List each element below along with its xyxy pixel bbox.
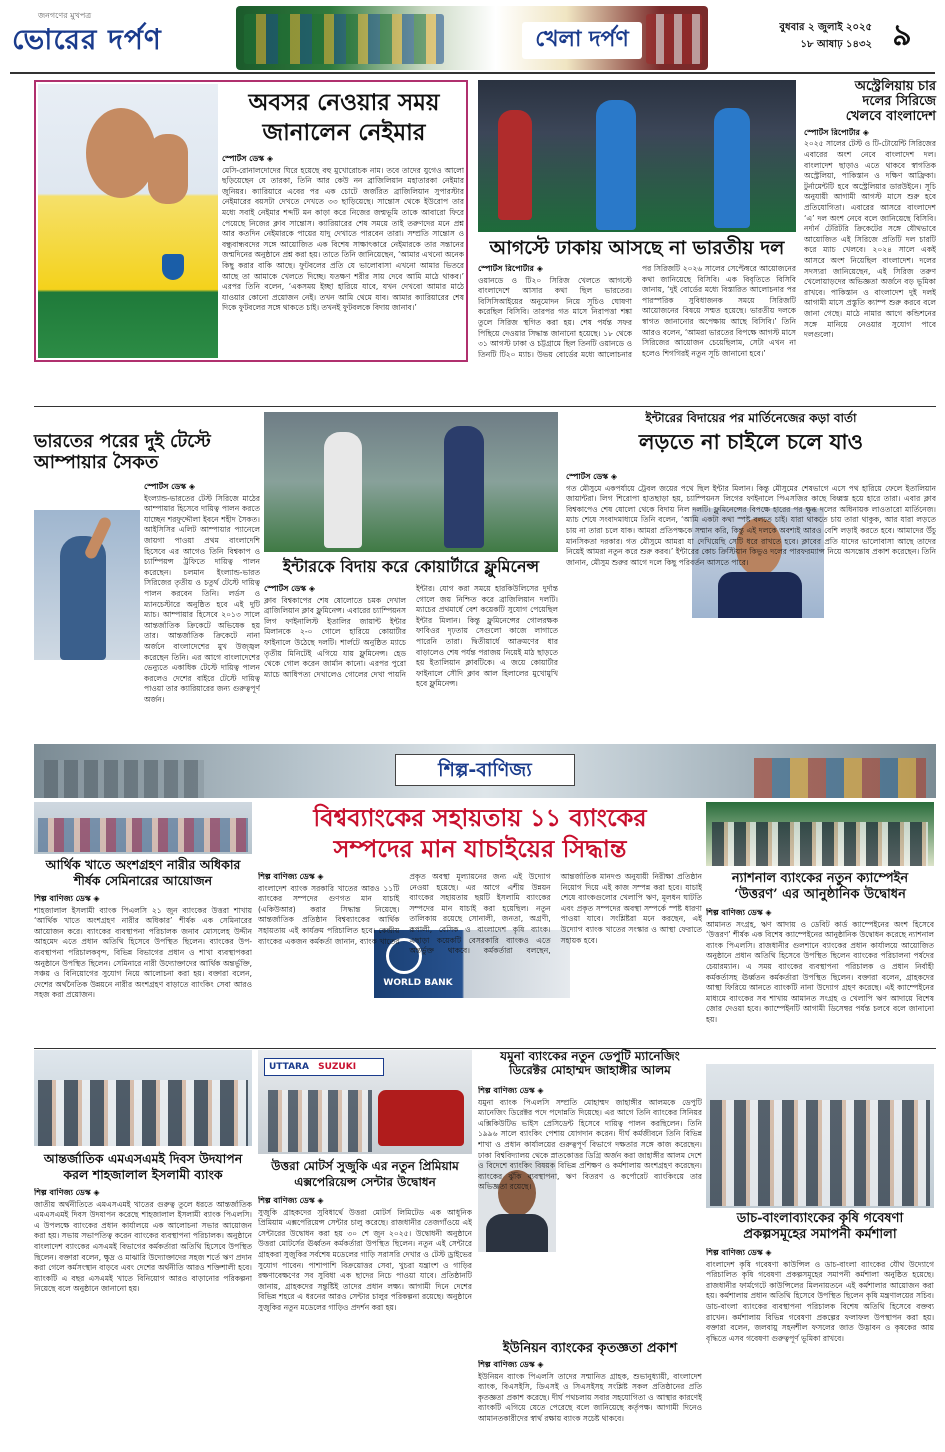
banner-players-left bbox=[244, 14, 444, 64]
dutch-headline-2[interactable]: প্রকল্পসমূহের সমাপনী কর্মশালা bbox=[743, 1227, 897, 1242]
australia-headline-3[interactable]: খেলবে বাংলাদেশ bbox=[845, 108, 936, 124]
umpire-photo bbox=[34, 510, 140, 660]
dutch-headline-1[interactable]: ডাচ-বাংলাব্যাংকের কৃষি গবেষণা bbox=[736, 1211, 904, 1226]
date-line: বুধবার ২ জুলাই ২০২৫ bbox=[779, 22, 872, 33]
paper-tagline: জনগণের মুখপত্র bbox=[38, 11, 92, 20]
page-number: ৯ bbox=[892, 18, 912, 53]
suzuki-sign bbox=[264, 1058, 384, 1076]
women-byline: শিল্প বাণিজ্য ডেস্ক ◈ bbox=[34, 894, 100, 903]
women-body-text: শাহজালাল ইসলামী ব্যাংক পিএলসি ২১ জুন ব্যাংকের উত্তরা শাখায় ‘আর্থিক খাতে অংশগ্রহণ নারীর অধিকার’ শীর্ষক এক সেমিনারের আয়োজন করে। ব্যাংকের ব্যবস্থাপনা পরিচালক জনাব মোসলেহ উদ্দীন আহমেদ এতে প্রধান অতিথি হিসেবে উপস্থিত ছিলেন। ব্যাংকের উপ-ব্যবস্থাপনা পরিচালকবৃন্দ, বিভিন্ন বিভাগের প্রধান ও শাখা ব্যবস্থাপকরা অনুষ্ঠানে উপস্থিত ছিলেন। সেমিনারে নারী উদ্যোক্তাদের আর্থিক অন্তর্ভুক্তি, সঞ্চয় ও বিনিয়োগের সুযোগ নিয়ে আলোচনা করা হয়। বক্তারা বলেন, দেশের অর্থনৈতিক উন্নয়নে নারীর অংশগ্রহণ বাড়াতে ব্যাংকিং সেবা আরও সহজ করা প্রয়োজন। bbox=[34, 905, 252, 1000]
martinez-story bbox=[566, 412, 936, 742]
banner-players-right bbox=[646, 14, 702, 64]
worldbank-body bbox=[258, 872, 702, 1042]
union-story bbox=[478, 1342, 702, 1446]
umpire-body bbox=[144, 482, 260, 720]
union-byline: শিল্প বাণিজ্য ডেস্ক ◈ bbox=[478, 1359, 544, 1369]
national-headline-1[interactable]: ন্যাশনাল ব্যাংকের নতুন ক্যাম্পেইন bbox=[731, 871, 909, 886]
suzuki-headline-2[interactable]: এক্সপেরিয়েন্স সেন্টার উদ্বোধন bbox=[294, 1175, 436, 1189]
player-right bbox=[714, 108, 750, 228]
martinez-byline: স্পোর্টস ডেস্ক ◈ bbox=[566, 472, 618, 481]
worldbank-body-text: বাংলাদেশ ব্যাংক সরকারি খাতের আরও ১১টি ব্যাংকের সম্পদের গুণগত মান যাচাই (একিউআর) করার সিদ্ধান্ত নিয়েছে। আন্তর্জাতিক প্রতিষ্ঠান বিশ্বব্যাংকের আর্থিক সহায়তায় এই কার্যক্রম পরিচালিত হবে। কেন্দ্রীয় ব্যাংকের একজন কর্মকর্তা জানান, ব্যাংক খাতের প্রকৃত অবস্থা মূল্যায়নের জন্য এই উদ্যোগ নেওয়া হয়েছে। এর আগে এশীয় উন্নয়ন ব্যাংকের সহায়তায় ছয়টি ইসলামি ব্যাংকের সম্পদের মান যাচাই করা হয়েছিল। নতুন তালিকায় রয়েছে সোনালী, জনতা, অগ্রণী, রূপালী, বেসিক ও বাংলাদেশ কৃষি ব্যাংক। এছাড়া কয়েকটি বেসরকারি ব্যাংকও এতে অন্তর্ভুক্ত থাকবে। কর্মকর্তারা বলছেন, আন্তর্জাতিক মানদণ্ড অনুযায়ী নিরীক্ষা প্রতিষ্ঠান নিয়োগ দিয়ে এই কাজ সম্পন্ন করা হবে। যাচাই শেষে ব্যাংকগুলোর খেলাপি ঋণ, মূলধন ঘাটতি এবং প্রকৃত সম্পদের অবস্থা সম্পর্কে স্পষ্ট ধারণা পাওয়া যাবে। সংশ্লিষ্টরা মনে করছেন, এই উদ্যোগ ব্যাংক খাতের সংস্কার ও আস্থা ফেরাতে সহায়ক হবে। bbox=[258, 872, 702, 956]
india-byline: স্পোর্টস রিপোর্টার ◈ bbox=[478, 264, 543, 273]
national-headline-2[interactable]: ‘উত্তরণ’ এর আনুষ্ঠানিক উদ্বোধন bbox=[734, 887, 906, 902]
masthead-banner bbox=[236, 6, 708, 70]
masthead bbox=[0, 0, 945, 75]
msme-headline-2[interactable]: করল শাহজালাল ইসলামী ব্যাংক bbox=[63, 1167, 223, 1182]
suzuki-byline: শিল্প বাণিজ্য ডেস্ক ◈ bbox=[258, 1196, 324, 1205]
martinez-body bbox=[566, 472, 936, 738]
national-body-text: আমানত সংগ্রহ, ঋণ আদায় ও ডেবিট কার্ড ক্যাম্পেইনের অংশ হিসেবে ‘উত্তরণ’ শীর্ষক এক বিশেষ ক্যাম্পেইনের আনুষ্ঠানিক উদ্বোধন করেছে ন্যাশনাল ব্যাংক পিএলসি। রাজধানীর গুলশানে ব্যাংকের প্রধান কার্যালয়ে আয়োজিত অনুষ্ঠানে প্রধান অতিথি হিসেবে উপস্থিত ছিলেন ব্যাংকের পরিচালনা পর্ষদের চেয়ারম্যান। এ সময় ব্যাংকের ব্যবস্থাপনা পরিচালক ও প্রধান নির্বাহী কর্মকর্তাসহ ঊর্ধ্বতন কর্মকর্তারা উপস্থিত ছিলেন। বক্তারা বলেন, গ্রাহকদের আস্থা ফিরিয়ে আনতে ব্যাংকটি নানা উদ্যোগ গ্রহণ করেছে। এই ক্যাম্পেইনের মাধ্যমে ব্যাংকের সব শাখায় আমানত সংগ্রহ ও খেলাপি ঋণ আদায়ে বিশেষ জোর দেওয়া হবে। ক্যাম্পেইনটি আগামী ডিসেম্বর পর্যন্ত চলবে বলে জানানো হয়। bbox=[706, 919, 934, 1024]
fluminense-byline: স্পোর্টস ডেস্ক ◈ bbox=[264, 584, 316, 593]
umpire-headline-1[interactable]: ভারতের পরের দুই টেস্টে bbox=[34, 431, 211, 452]
paper-logo[interactable] bbox=[12, 10, 172, 66]
player-left bbox=[498, 110, 532, 220]
suzuki-sign-text: UTTARA bbox=[269, 1062, 309, 1072]
dutch-story bbox=[706, 1064, 936, 1446]
jamuna-headline-2[interactable]: ডিরেক্টর মোহাম্মদ জাহাঙ্গীর আলম bbox=[509, 1062, 671, 1077]
date-line-bangla: ১৮ আষাঢ় ১৪৩২ bbox=[800, 39, 872, 50]
australia-headline-2[interactable]: দলের সিরিজে bbox=[862, 93, 936, 109]
union-headline[interactable]: ইউনিয়ন ব্যাংকের কৃতজ্ঞতা প্রকাশ bbox=[502, 1341, 678, 1356]
brazil-crest-icon bbox=[162, 254, 184, 280]
paper-name: ভোরের দর্পণ bbox=[12, 23, 162, 56]
neymar-body-text: মেসি-রোনালদোদের ঘিরে হয়েছে বহু মুখোরোচক নাম। তবে তাদের যুগেও আলো ছড়িয়েছেন যে তারকা, তিনি আর কেউ নন ব্রাজিলিয়ান মহাতারকা নেইমার জুনিয়র। ক্যারিয়ারে এবের পর এক চোটে জর্জরিত ব্রাজিলিয়ান সুপারস্টার নেইমারের বয়সটা দেখতে দেখতে ৩৩ ছাড়িয়েছে। সান্তোস থেকে ইউরোপ তার মধ্যে সবাই নেইমার শব্দটি মন কাড়া করে নিজের জন্মভূমি তাকে আবারো ফিরে পেয়েছে নিজের ক্লাব সান্তোস। ক্যারিয়ারের শেষ সময়ে তাই তরুণদের মনে প্রশ্ন আর কতদিন নেইমারকে পায়ের যাদু দেখাতে পারবেন তারা। সম্প্রতি সান্তোস ও বন্ধুবান্ধবদের সঙ্গে আয়োজিত এক বিশেষ সাক্ষাৎকারে নেইমারকে তার সন্তানের জন্মদিনের অনুষ্ঠানে প্রশ্ন করা হয়। তাতে তিনি জানিয়েছেন, ‘আমার এখনো অনেক কিছু করার বাকি আছে। ফুটবলের প্রতি যে ভালোবাসা এখনো আমার ভিতরে আছে তা আমাকে খেলতে দিচ্ছে। যতক্ষণ শরীর সায় দেবে আমি মাঠে থাকব।’ এরপর তিনি বলেন, ‘একসময় ইচ্ছা হারিয়ে যাবে, যখন দেখবো আমার মাঠে যাওয়ার কোনো প্রয়োজন নেই। তখন আমি থেমে যাব। আমার ক্যারিয়ারের শেষ দিকে ফুটবলের সঙ্গে থাকতে চাই। তখনই ফুটবলকে বিদায় জানাব।’ bbox=[222, 165, 464, 313]
national-byline: শিল্প বাণিজ্য ডেস্ক ◈ bbox=[706, 908, 772, 917]
worldbank-logo-text: WORLD BANK bbox=[383, 978, 453, 988]
neymar-headline-1[interactable]: অবসর নেওয়ার সময় bbox=[248, 89, 440, 116]
worldbank-headline-box[interactable] bbox=[258, 802, 702, 868]
business-section-title: শিল্প-বাণিজ্য bbox=[395, 754, 575, 786]
neymar-story bbox=[34, 80, 468, 362]
india-photo bbox=[478, 80, 796, 232]
australia-body bbox=[804, 128, 936, 428]
dutch-byline: শিল্প বাণিজ্য ডেস্ক ◈ bbox=[706, 1248, 772, 1257]
martinez-kicker: ইন্টারের বিদায়ের পর মার্তিনেজের কড়া বার্তা bbox=[645, 411, 857, 425]
australia-byline: স্পোর্টস রিপোর্টার ◈ bbox=[804, 127, 869, 137]
india-story bbox=[478, 80, 798, 380]
umpire-figure bbox=[60, 536, 106, 660]
union-body bbox=[478, 1360, 702, 1442]
rule-business-divider bbox=[34, 1048, 936, 1049]
business-banner bbox=[34, 744, 936, 798]
national-people bbox=[712, 822, 928, 866]
factory-silhouette bbox=[44, 760, 204, 798]
women-headline-1[interactable]: আর্থিক খাতে অংশগ্রহণ নারীর অধিকার bbox=[45, 857, 241, 872]
umpire-byline: স্পোর্টস ডেস্ক ◈ bbox=[144, 482, 196, 491]
national-photo bbox=[706, 802, 934, 866]
australia-body-text: ২০২৫ সালের টেস্ট ও টি-টোয়েন্টি সিরিজের এবারের অংশ নেবে বাংলাদেশ দল। বাংলাদেশ ছাড়াও এতে থাকবে স্বাগতিক অস্ট্রেলিয়া, পাকিস্তান ও দক্ষিণ আফ্রিকা। টুর্নামেন্টটি হবে অস্ট্রেলিয়ার ডারউইনে। সূচি অনুযায়ী আগামী আগস্ট মাসে শুরু হবে প্রতিযোগিতা। এবারের আসরে বাংলাদেশ ‘এ’ দল অংশ নেবে বলে জানিয়েছে বিসিবি। নর্দার্ন টেরিটরি ক্রিকেটের সঙ্গে যৌথভাবে আয়োজিত এই সিরিজে প্রতিটি দল চারটি করে ম্যাচ খেলবে। ২০২৪ সালে একই আসরে অংশ নিয়েছিল বাংলাদেশ। দলের সদস্যরা জানিয়েছেন, এই সিরিজ তরুণ খেলোয়াড়দের অভিজ্ঞতা অর্জনে বড় ভূমিকা রাখবে। পাকিস্তান ও বাংলাদেশ দুই দলই আগামী মাসে প্রস্তুতি ক্যাম্প শুরু করবে বলে জানা গেছে। মাঠে নামার আগে কন্ডিশনের সঙ্গে মানিয়ে নেওয়ার সুযোগ পাবে দলগুলো। bbox=[804, 139, 936, 340]
worldbank-byline: শিল্প বাণিজ্য ডেস্ক ◈ bbox=[258, 872, 324, 881]
seminar-people bbox=[38, 818, 248, 852]
suzuki-photo bbox=[258, 1050, 472, 1154]
national-body bbox=[706, 908, 934, 1056]
neymar-body bbox=[222, 154, 464, 358]
fluminense-player bbox=[324, 432, 362, 548]
dutch-body bbox=[706, 1248, 934, 1444]
inter-player bbox=[444, 426, 484, 548]
national-story bbox=[706, 802, 936, 1058]
jamuna-body bbox=[478, 1086, 702, 1338]
msme-byline: শিল্প বাণিজ্য ডেস্ক ◈ bbox=[34, 1188, 100, 1197]
neymar-hand bbox=[148, 134, 188, 204]
umpire-story bbox=[34, 432, 260, 732]
worldbank-headline-1[interactable]: বিশ্বব্যাংকের সহায়তায় ১১ ব্যাংকের bbox=[313, 803, 647, 832]
suzuki-story bbox=[258, 1050, 474, 1446]
umpire-headline-2[interactable]: আম্পায়ার সৈকত bbox=[34, 451, 159, 473]
msme-story bbox=[34, 1050, 254, 1446]
suzuki-car bbox=[378, 1090, 464, 1146]
fluminense-photo bbox=[264, 412, 558, 552]
suzuki-sign-text-2: SUZUKI bbox=[318, 1062, 357, 1072]
rule-sports-divider bbox=[34, 406, 936, 407]
australia-story bbox=[804, 80, 936, 440]
worldbank-story bbox=[258, 802, 702, 1046]
women-headline-2[interactable]: শীর্ষক সেমিনারের আয়োজন bbox=[73, 873, 213, 888]
msme-body-text: জাতীয় অর্থনীতিতে এমএসএমই খাতের গুরুত্ব তুলে ধরতে আন্তর্জাতিক এমএসএমই দিবস উদযাপন করেছে শাহজালাল ইসলামী ব্যাংক পিএলসি। এ উপলক্ষে ব্যাংকের প্রধান কার্যালয়ে এক আলোচনা সভার আয়োজন করা হয়। সভায় সভাপতিত্ব করেন ব্যাংকের ব্যবস্থাপনা পরিচালক। অনুষ্ঠানে বাংলাদেশ ব্যাংকের এসএমই বিভাগের কর্মকর্তারা অতিথি হিসেবে উপস্থিত ছিলেন। বক্তারা বলেন, ক্ষুদ্র ও মাঝারি উদ্যোক্তাদের সহজ শর্তে ঋণ প্রদান করা গেলে কর্মসংস্থান বাড়বে এবং দেশের অর্থনীতি আরও শক্তিশালী হবে। ব্যাংকটি এ বছর এসএমই খাতে বিনিয়োগ আরও বাড়ানোর পরিকল্পনা নিয়েছে বলে অনুষ্ঠানে জানানো হয়। bbox=[34, 1199, 252, 1294]
msme-photo bbox=[34, 1050, 252, 1146]
umpire-body-text: ইংল্যান্ড-ভারতের টেস্ট সিরিজে মাঠের আম্পায়ার হিসেবে দায়িত্ব পালন করতে যাচ্ছেন শরফুদ্দৌলা ইবনে শহীদ সৈকত। আইসিসির এলিট আম্পায়ার প্যানেলে জায়গা পাওয়া প্রথম বাংলাদেশি হিসেবে এর আগেও তিনি বিশ্বকাপ ও চ্যাম্পিয়ন্স ট্রফিতে দায়িত্ব পালন করেছেন। চলমান ইংল্যান্ড-ভারত সিরিজের তৃতীয় ও চতুর্থ টেস্টে দায়িত্ব পালন করবেন তিনি। লর্ডস ও ম্যানচেস্টারে অনুষ্ঠিত হবে এই দুটি ম্যাচ। আম্পায়ার হিসেবে ২০১৩ সালে আন্তর্জাতিক ক্রিকেটে অভিষেক হয় তার। আন্তর্জাতিক ক্রিকেটে নানা অর্জনে বাংলাদেশের মুখ উজ্জ্বল করেছেন তিনি। এর আগে বাংলাদেশের ভেন্যুতে একাধিক টেস্টে দায়িত্ব পালন করলেও দেশের বাইরে টেস্টে দায়িত্ব পাওয়া তার ক্যারিয়ারের জন্য গুরুত্বপূর্ণ অর্জন। bbox=[144, 493, 260, 704]
fluminense-story bbox=[264, 412, 560, 742]
india-headline[interactable]: আগস্টে ঢাকায় আসছে না ভারতীয় দল bbox=[489, 237, 785, 259]
msme-body bbox=[34, 1188, 252, 1444]
neymar-headline-2[interactable]: জানালেন নেইমার bbox=[262, 119, 426, 146]
containers-silhouette bbox=[754, 758, 926, 798]
union-body-text: ইউনিয়ন ব্যাংক পিএলসি তাদের সম্মানিত গ্রাহক, শুভানুধ্যায়ী, বাংলাদেশ ব্যাংক, বিএসইসি, ডিএসই ও সিএসইসহ সংশ্লিষ্ট সকল প্রতিষ্ঠানের প্রতি কৃতজ্ঞতা প্রকাশ করেছে। দীর্ঘ পথচলায় সবার সহযোগিতা ও আস্থার কারণেই ব্যাংকটি এগিয়ে যেতে পেরেছে বলে জানিয়েছে কর্তৃপক্ষ। আগামী দিনেও আমানতকারীদের স্বার্থ রক্ষায় ব্যাংক সচেষ্ট থাকবে। bbox=[478, 1371, 702, 1423]
dutch-group bbox=[710, 1100, 930, 1206]
dutch-body-text: বাংলাদেশ কৃষি গবেষণা কাউন্সিল ও ডাচ-বাংলা ব্যাংকের যৌথ উদ্যোগে পরিচালিত কৃষি গবেষণা প্রকল্পসমূহের সমাপনী কর্মশালা অনুষ্ঠিত হয়েছে। রাজধানীর ফার্মগেটে কাউন্সিলের মিলনায়তনে এই কর্মশালার আয়োজন করা হয়। কর্মশালায় প্রধান অতিথি হিসেবে উপস্থিত ছিলেন কৃষি মন্ত্রণালয়ের সচিব। ডাচ-বাংলা ব্যাংকের ব্যবস্থাপনা পরিচালক বিশেষ অতিথি হিসেবে বক্তব্য রাখেন। কর্মশালায় বিভিন্ন গবেষণা প্রকল্পের ফলাফল উপস্থাপন করা হয়। বক্তারা বলেন, জলবায়ু সহনশীল ফসলের জাত উদ্ভাবন ও কৃষকের আয় বৃদ্ধিতে এসব গবেষণা গুরুত্বপূর্ণ ভূমিকা রাখবে। bbox=[706, 1259, 934, 1343]
msme-headline-1[interactable]: আন্তর্জাতিক এমএসএমই দিবস উদযাপন bbox=[43, 1151, 243, 1166]
women-photo bbox=[34, 802, 252, 854]
worldbank-headline-2[interactable]: সম্পদের মান যাচাইয়ের সিদ্ধান্ত bbox=[333, 834, 627, 863]
neymar-photo bbox=[38, 84, 218, 358]
jamuna-headline-1[interactable]: যমুনা ব্যাংকের নতুন ডেপুটি ম্যানেজিং bbox=[500, 1049, 680, 1063]
jamuna-body-text: যমুনা ব্যাংক পিএলসি সম্প্রতি মোহাম্মদ জাহাঙ্গীর আলমকে ডেপুটি ম্যানেজিং ডিরেক্টর পদে পদোন্নতি দিয়েছে। এর আগে তিনি ব্যাংকের সিনিয়র এক্সিকিউটিভ ভাইস প্রেসিডেন্ট হিসেবে দায়িত্ব পালন করছিলেন। তিনি ১৯৯৬ সালে ব্যাংকিং পেশায় যোগদান করেন। দীর্ঘ কর্মজীবনে তিনি বিভিন্ন শাখা ও প্রধান কার্যালয়ের গুরুত্বপূর্ণ বিভাগে দক্ষতার সঙ্গে কাজ করেছেন। ঢাকা বিশ্ববিদ্যালয় থেকে স্নাতকোত্তর ডিগ্রি অর্জন করা জাহাঙ্গীর আলম দেশে ও বিদেশে ব্যাংকিং বিষয়ক বিভিন্ন প্রশিক্ষণ ও কর্মশালায় অংশগ্রহণ করেছেন। ব্যাংকের ঝুঁকি ব্যবস্থাপনা, ঋণ বিতরণ ও কর্পোরেট ব্যাংকিংয়ে তার অভিজ্ঞতা রয়েছে। bbox=[478, 1097, 702, 1192]
neymar-head bbox=[86, 108, 156, 198]
india-body-text: ওয়ানডে ও টি২০ সিরিজ খেলতে আগস্টে বাংলাদেশে আসার কথা ছিল ভারতের। বিসিসিআইয়ের অনুমোদন নিয়ে সূচিও ঘোষণা করেছিল বিসিবি। তারপর গত মাসে নিরাপত্তা শঙ্কা তুলে সিরিজ স্থগিত করা হয়। শেষ পর্যন্ত সফর পিছিয়ে দেওয়ার সিদ্ধান্ত জানানো হয়েছে। ১৮ থেকে ৩১ আগস্ট ঢাকা ও চট্টগ্রামে ছিল তিনটি ওয়ানডে ও তিনটি টি২০ ম্যাচ। উভয় বোর্ডের মধ্যে আলোচনার পর সিরিজটি ২০২৬ সালের সেপ্টেম্বরে আয়োজনের কথা জানিয়েছে বিসিবি। এক বিবৃতিতে বিসিবি জানায়, ‘দুই বোর্ডের মধ্যে বিস্তারিত আলোচনার পর পারস্পরিক সুবিধাজনক সময়ে সিরিজটি আয়োজনের বিষয়ে সম্মত হয়েছে। ভারতীয় দলকে স্বাগত জানানোর অপেক্ষায় আছে বিসিবি।’ তিনি আরও বলেন, ‘আমরা ভারতের বিপক্ষে আগস্ট মাসে সিরিজের আয়োজন চেয়েছিলাম, সেটা এখন না হলেও শিগগিরই নতুন সূচি জানানো হবে।’ bbox=[478, 264, 796, 359]
jamuna-byline: শিল্প বাণিজ্য ডেস্ক ◈ bbox=[478, 1086, 544, 1095]
section-title: খেলা দর্পণ bbox=[522, 22, 642, 59]
women-body bbox=[34, 894, 252, 1044]
suzuki-people bbox=[268, 1090, 372, 1152]
fluminense-body-text: ক্লাব বিশ্বকাপের শেষ ষোলোতে চমক দেখাল ব্রাজিলিয়ান ক্লাব ফ্লুমিনেন্স। এবারের চ্যাম্পিয়নস লিগ ফাইনালিস্ট ইতালির জায়ান্ট ইন্টার মিলানকে ২-০ গোলে হারিয়ে কোয়ার্টার ফাইনালে উঠেছে দলটি। শার্লটে অনুষ্ঠিত ম্যাচে তৃতীয় মিনিটেই এগিয়ে যায় ফ্লুমিনেন্স। হেড থেকে গোল করেন জার্মান কানো। এরপর পুরো ম্যাচে আধিপত্য দেখালেও গোলের দেখা পায়নি ইন্টার। যোগ করা সময়ে হারকিউলিসের দুর্দান্ত গোলে জয় নিশ্চিত করে ব্রাজিলিয়ান দলটি। ম্যাচের প্রথমার্ধে বেশ কয়েকটি সুযোগ পেয়েছিল ইন্টার মিলান। কিন্তু ফ্লুমিনেন্সের গোলরক্ষক ফাবিওর দৃঢ়তায় সেগুলো কাজে লাগাতে পারেনি তারা। দ্বিতীয়ার্ধে আক্রমণের ধার বাড়ালেও শেষ পর্যন্ত পরাজয় নিয়েই মাঠ ছাড়তে হয় ইতালিয়ান ক্লাবটিকে। এ জয়ে কোয়ার্টার ফাইনালে সৌদি ক্লাব আল হিলালের মুখোমুখি হবে ফ্লুমিনেন্স। bbox=[264, 584, 558, 689]
australia-headline-1[interactable]: অস্ট্রেলিয়ায় চার bbox=[854, 79, 936, 94]
neymar-byline: স্পোর্টস ডেস্ক ◈ bbox=[222, 154, 274, 163]
india-body bbox=[478, 264, 796, 372]
player-center bbox=[596, 100, 636, 230]
suzuki-headline-1[interactable]: উত্তরা মোটর্স সুজুকি এর নতুন প্রিমিয়াম bbox=[271, 1159, 459, 1173]
date-block bbox=[752, 20, 872, 54]
martinez-body-text: গত মৌসুমে একপর্যায়ে ট্রেবল জয়ের পথে ছিল ইন্টার মিলান। কিন্তু মৌসুমের শেষভাগে এসে পথ হারিয়ে ফেলে ইতালিয়ান জায়ান্টরা। লিগ শিরোপা হাতছাড়া হয়, চ্যাম্পিয়নস লিগের ফাইনালে পিএসজির কাছে বিধ্বস্ত হয়ে হারে তারা। এবার ক্লাব বিশ্বকাপেও শেষ ষোলো থেকে বিদায় নিল দলটি। ফ্লুমিনেন্সের বিপক্ষে হারের পর ক্ষুব্ধ দলের অধিনায়ক লাওতারো মার্তিনেজ। ম্যাচ শেষে সংবাদমাধ্যমে তিনি বলেন, ‘আমি একটা কথা স্পষ্ট বলতে চাই। যারা থাকতে চায় তারা থাকুক, আর যারা লড়তে চায় না তারা চলে যাক। আমরা প্রতিপক্ষকে সম্মান করি, কিন্তু এই দলকে অবশ্যই আরও বেশি লড়াই করতে হবে। আমাদের উঁচু মানসিকতা দরকার। গত মৌসুমে আমরা যা দেখিয়েছি সেটি ধরে রাখতে হবে। ক্লাবের প্রতি যাদের ভালোবাসা আছে তাদের নিয়েই আমরা নতুন করে শুরু করব।’ ইন্টারের কোচ ক্রিস্টিয়ান কিভুও দলের পারফরম্যান্স নিয়ে অসন্তোষ প্রকাশ করেছেন। তিনি জানান, মৌসুম শুরুর আগে দলে কিছু পরিবর্তন আসতে পারে। bbox=[566, 483, 936, 567]
masthead-rule bbox=[10, 72, 935, 74]
fluminense-body bbox=[264, 584, 558, 738]
dutch-photo bbox=[706, 1064, 934, 1208]
martinez-headline[interactable]: লড়তে না চাইলে চলে যাও bbox=[638, 428, 864, 454]
msme-people bbox=[38, 1080, 248, 1146]
fluminense-headline[interactable]: ইন্টারকে বিদায় করে কোয়ার্টারে ফ্লুমিনেন্স bbox=[282, 557, 540, 576]
jamuna-story bbox=[478, 1050, 702, 1340]
women-story bbox=[34, 802, 254, 1046]
suzuki-body bbox=[258, 1196, 472, 1444]
suzuki-body-text: সুজুকি গ্রাহকদের সুবিধার্থে উত্তরা মোটর্স লিমিটেড এক আধুনিক প্রিমিয়াম এক্সপেরিয়েন্স সেন্টার চালু করেছে। রাজধানীর তেজগাঁওয়ে এই সেন্টারের উদ্বোধন করা হয় ৩০ শে জুন ২০২৫। উদ্বোধনী অনুষ্ঠানে উত্তরা মোটর্সের ঊর্ধ্বতন কর্মকর্তারা উপস্থিত ছিলেন। নতুন এই সেন্টারে গ্রাহকরা সুজুকির সর্বশেষ মডেলের গাড়ি সরাসরি দেখার ও টেস্ট ড্রাইভের সুযোগ পাবেন। পাশাপাশি বিক্রয়োত্তর সেবা, খুচরা যন্ত্রাংশ ও গাড়ির রক্ষণাবেক্ষণের সব সুবিধা এক ছাদের নিচে পাওয়া যাবে। প্রতিষ্ঠানটি জানায়, গ্রাহকদের সন্তুষ্টিই তাদের প্রধান লক্ষ্য। আগামী দিনে দেশের বিভিন্ন শহরে এ ধরনের আরও সেন্টার চালুর পরিকল্পনা রয়েছে। অনুষ্ঠানে সুজুকির নতুন মডেলের গাড়িও প্রদর্শন করা হয়। bbox=[258, 1207, 472, 1312]
